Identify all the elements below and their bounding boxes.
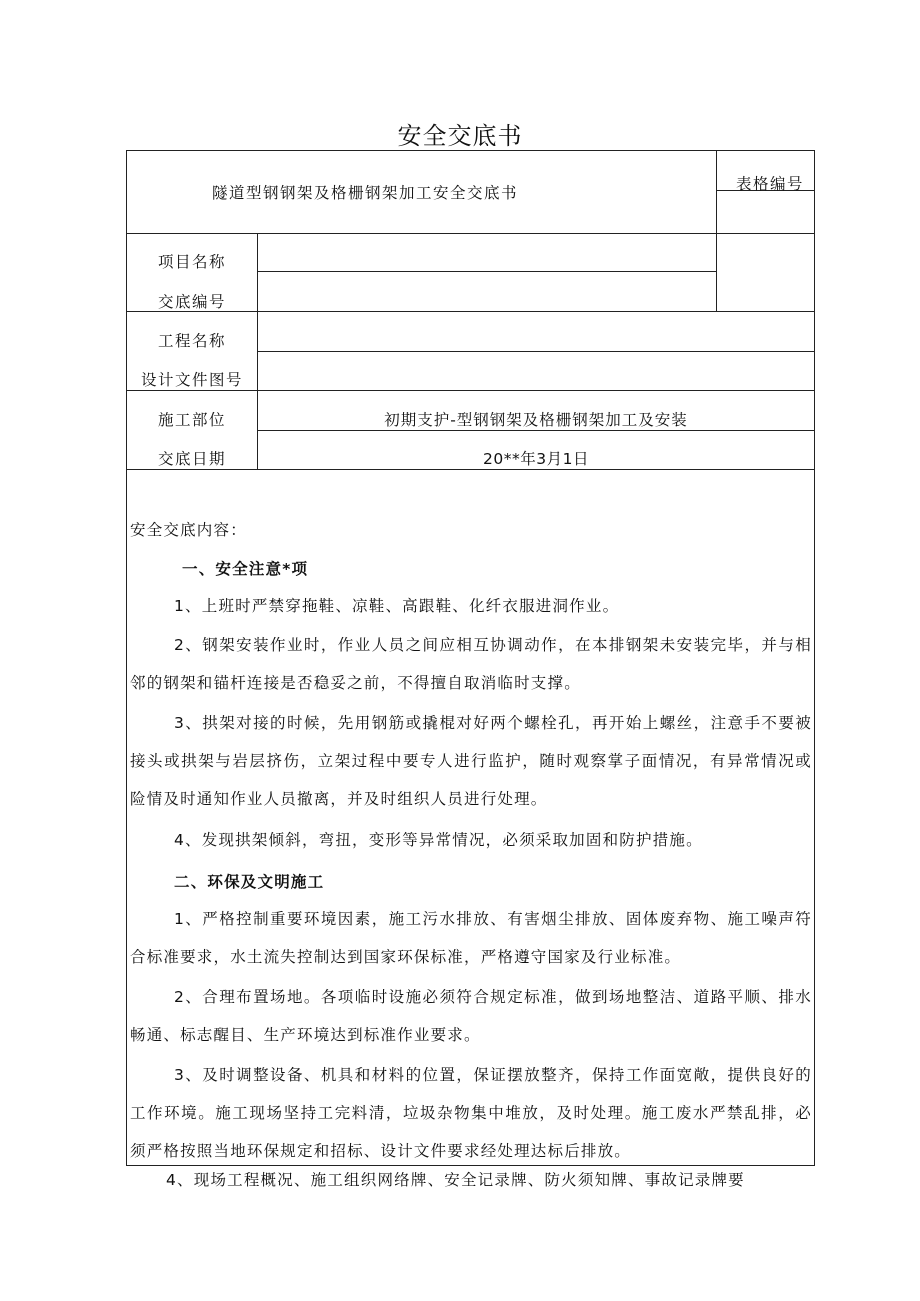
disclosure-date-label: 交底日期 [157,450,226,468]
table-divider [257,430,815,431]
table-divider [257,271,716,272]
construction-part-value: 初期支护-型钢钢架及格栅钢架加工及安装 [384,411,688,429]
form-title: 隧道型钢钢架及格栅钢架加工安全交底书 [212,184,519,202]
table-divider [126,233,815,234]
list-item: 4、发现拱架倾斜，弯扭，变形等异常情况，必须采取加固和防护措施。 [174,831,703,849]
table-divider [126,390,815,391]
table-divider [716,150,717,311]
disclosure-no-label: 交底编号 [157,293,226,311]
design-doc-no-label: 设计文件图号 [140,371,243,389]
list-item: 1、严格控制重要环境因素，施工污水排放、有害烟尘排放、固体废弃物、施工噪声符合标准要求，水土流失控制达到国家环保标准，严格遵守国家及行业标准。 [130,910,812,966]
table-divider [257,351,815,352]
document-title: 安全交底书 [397,122,523,150]
list-item: 3、及时调整设备、机具和材料的位置，保证摆放整齐，保持工作面宽敞，提供良好的工作环境。施工现场坚持工完料清，垃圾杂物集中堆放，及时处理。施工废水严禁乱排，必须严格按照当地环保规定和招标、设计文件要求经处理达标后排放。 [130,1066,812,1160]
engineering-name-label: 工程名称 [157,332,226,350]
list-item: 3、拱架对接的时候，先用钢筋或撬棍对好两个螺栓孔，再开始上螺丝，注意手不要被接头或拱架与岩层挤伤，立架过程中要专人进行监护，随时观察掌子面情况，有异常情况或险情及时通知作业人员撤离，并及时组织人员进行处理。 [130,714,812,808]
table-divider [126,469,815,470]
section-heading: 一、安全注意*项 [182,560,309,578]
form-number-label: 表格编号 [736,175,805,193]
construction-part-label: 施工部位 [157,411,226,429]
list-item: 2、钢架安装作业时，作业人员之间应相互协调动作，在本排钢架未安装完毕，并与相邻的钢架和锚杆连接是否稳妥之前，不得擅自取消临时支撑。 [130,636,812,692]
disclosure-date-value: 20**年3月1日 [483,450,589,468]
content-intro: 安全交底内容： [130,521,247,539]
list-item: 1、上班时严禁穿拖鞋、凉鞋、高跟鞋、化纤衣服进洞作业。 [174,597,620,615]
project-name-label: 项目名称 [157,253,226,271]
section-heading: 二、环保及文明施工 [174,873,325,891]
list-item: 2、合理布置场地。各项临时设施必须符合规定标准，做到场地整洁、道路平顺、排水畅通、标志醒目、生产环境达到标准作业要求。 [130,988,812,1044]
continuation-text: 4、现场工程概况、施工组织网络牌、安全记录牌、防火须知牌、事故记录牌要 [166,1171,745,1189]
